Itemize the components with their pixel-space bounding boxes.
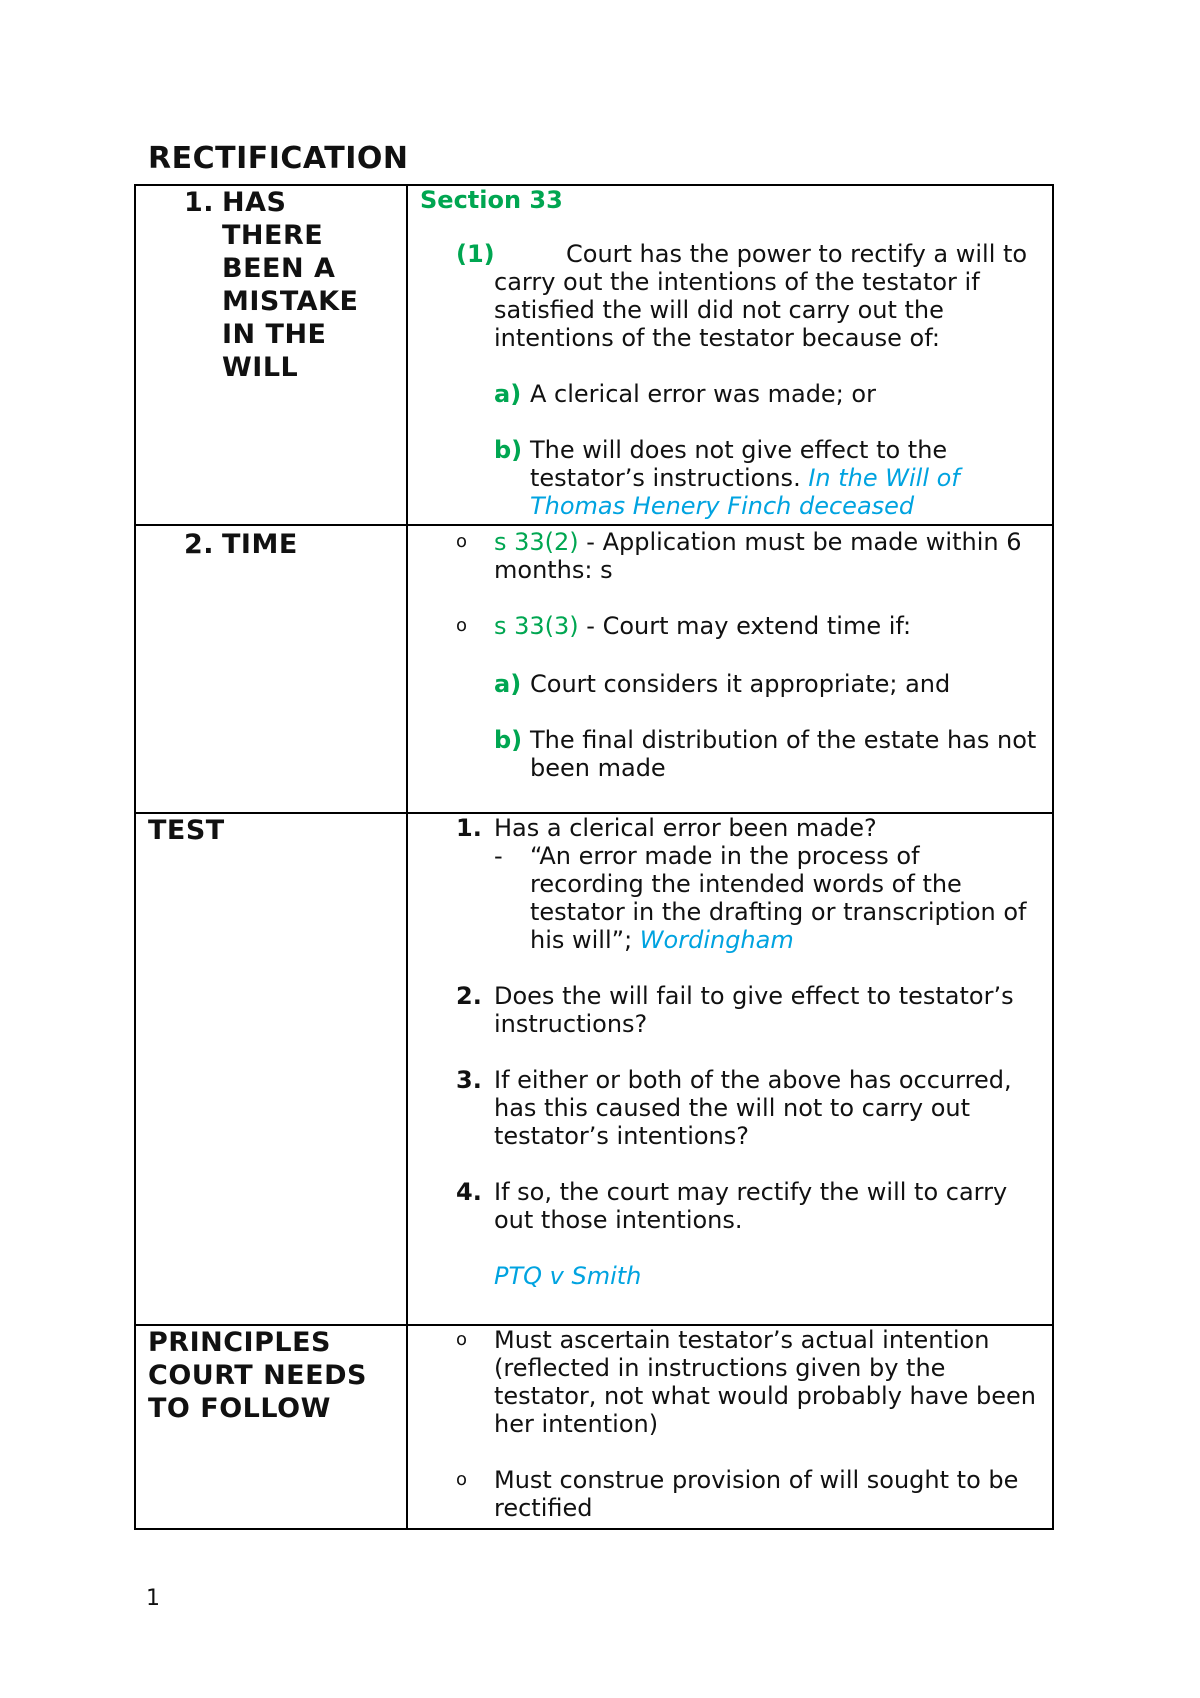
subsection-1-text: Court has the power to rectify a will to carry out the intentions of the testator if satisfied the will did not carry out the intentions of the testator because of:	[494, 240, 1028, 352]
section-heading: Section 33	[420, 186, 563, 214]
circle-bullet-icon: o	[456, 615, 468, 636]
test-heading-cell	[135, 813, 407, 1325]
table-row-test	[135, 813, 1053, 1325]
circle-bullet-icon: o	[456, 1469, 468, 1490]
case-citation-ptq: PTQ v Smith	[494, 1262, 642, 1290]
time-item-a: a) Court considers it appropriate; and	[494, 670, 951, 698]
test-item-3: 3. If either or both of the above has occurred, has this caused the will not to carry out testator’s intentions?	[456, 1066, 1012, 1150]
table-row-mistake	[135, 185, 1053, 525]
time-heading-cell	[135, 525, 407, 813]
case-citation-wordingham: Wordingham	[639, 926, 794, 954]
case-citation-finch: In the Will of Thomas Henery Finch deceased	[530, 464, 960, 520]
principles-bullet-2: o Must construe provision of will sought to be rectified	[456, 1466, 1019, 1522]
test-item-4: 4. If so, the court may rectify the will to carry out those intentions.	[456, 1178, 1008, 1234]
test-item-2: 2. Does the will fail to give effect to testator’s instructions?	[456, 982, 1014, 1038]
circle-bullet-icon: o	[456, 531, 468, 552]
time-bullet-2: o s 33(3) - Court may extend time if:	[456, 612, 912, 640]
test-heading: TEST	[148, 815, 225, 846]
test-quote: - “An error made in the process of recording the intended words of the testator in the drafting or transcription of his will”; Wordingham	[494, 842, 1027, 954]
test-content-cell	[407, 813, 1053, 1325]
principles-heading-cell	[135, 1325, 407, 1529]
rectification-table	[134, 184, 1054, 1530]
page-title: RECTIFICATION	[148, 141, 409, 176]
subsection-1: (1)	[456, 240, 495, 268]
time-heading: 2. TIME	[184, 529, 298, 560]
time-content-cell	[407, 525, 1053, 813]
time-item-b: b) The final distribution of the estate has not been made	[494, 726, 1037, 782]
principles-bullet-1: o Must ascertain testator’s actual intention (reflected in instructions given by the testator, not what would probably have been her intention)	[456, 1326, 1037, 1438]
time-bullet-1: o s 33(2) - Application must be made within 6 months: s	[456, 528, 1022, 584]
principles-content-cell	[407, 1325, 1053, 1529]
mistake-heading-cell	[135, 185, 407, 525]
test-item-1: 1. Has a clerical error been made?	[456, 814, 877, 842]
mistake-item-b: b) The will does not give effect to the testator’s instructions. In the Will of Thomas Henery Finch deceased	[494, 436, 960, 520]
page-number: 1	[146, 1586, 160, 1611]
mistake-heading: 1. HAS THERE BEEN A MISTAKE IN THE WILL	[184, 187, 359, 383]
mistake-item-a: a) A clerical error was made; or	[494, 380, 876, 408]
mistake-content-cell	[407, 185, 1053, 525]
circle-bullet-icon: o	[456, 1329, 468, 1350]
table-row-time	[135, 525, 1053, 813]
table-row-principles	[135, 1325, 1053, 1529]
principles-heading: PRINCIPLES COURT NEEDS TO FOLLOW	[148, 1327, 367, 1424]
